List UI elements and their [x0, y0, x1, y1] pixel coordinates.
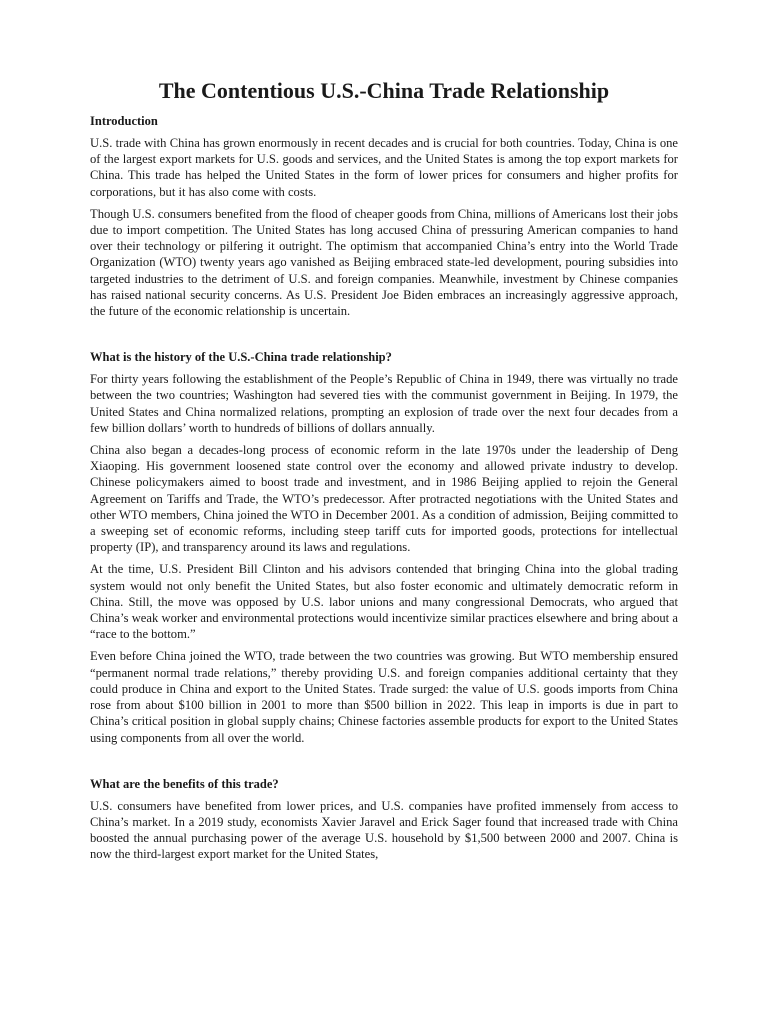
- section-introduction: [90, 113, 678, 319]
- section-heading-introduction: Introduction: [90, 114, 158, 128]
- document-title: The Contentious U.S.-China Trade Relationship: [158, 78, 610, 103]
- paragraph: Though U.S. consumers benefited from the flood of cheaper goods from China, millions of Americans lost their jobs due to import competition. The United States has long accused China of pressuring American companies to hand over their technology or pilfering it outright. The optimism that accompanied China’s entry into the World Trade Organization (WTO) twenty years ago vanished as Beijing embraced state-led development, pouring subsidies into targeted industries to the detriment of U.S. and foreign companies. Meanwhile, investment by Chinese companies has raised national security concerns. As U.S. President Joe Biden embraces an increasingly aggressive approach, the future of the economic relationship is uncertain.: [90, 206, 678, 319]
- section-history: [90, 349, 678, 745]
- section-benefits: [90, 776, 678, 863]
- paragraph: At the time, U.S. President Bill Clinton and his advisors contended that bringing China into the global trading system would not only benefit the United States, but also foster economic and ultimately democratic reform in China. Still, the move was opposed by U.S. labor unions and many congressional Democrats, who argued that China’s weak worker and environmental protections would incentivize similar practices elsewhere and bring about a “race to the bottom.”: [90, 562, 678, 642]
- paragraph: U.S. trade with China has grown enormously in recent decades and is crucial for both countries. Today, China is one of the largest export markets for U.S. goods and services, and the United States is among the top export markets for China. This trade has helped the United States in the form of lower prices for consumers and higher profits for corporations, but it has also come with costs.: [90, 136, 678, 199]
- section-heading-benefits: What are the benefits of this trade?: [90, 776, 279, 791]
- paragraph: U.S. consumers have benefited from lower prices, and U.S. companies have profited immensely from access to China’s market. In a 2019 study, economists Xavier Jaravel and Erick Sager found that increased trade with China boosted the annual purchasing power of the average U.S. household by $1,500 between 2000 and 2007. China is now the third-largest export market for the United States,: [90, 798, 678, 862]
- paragraph: China also began a decades-long process of economic reform in the late 1970s under the leadership of Deng Xiaoping. His government loosened state control over the economy and allowed private industry to develop. Chinese policymakers aimed to boost trade and investment, and in 1986 Beijing applied to rejoin the General Agreement on Tariffs and Trade, the WTO’s predecessor. After protracted negotiations with the United States and other WTO members, China joined the WTO in December 2001. As a condition of admission, Beijing committed to a sweeping set of economic reforms, including steep tariff cuts for imported goods, protections for intellectual property (IP), and transparency around its laws and regulations.: [90, 443, 678, 555]
- document-page: [90, 0, 678, 863]
- paragraph: Even before China joined the WTO, trade between the two countries was growing. But WTO membership ensured “permanent normal trade relations,” thereby providing U.S. and foreign companies additional certainty that they could produce in China and export to the United States. Trade surged: the value of U.S. goods imports from China rose from about $100 billion in 2001 to more than $500 billion in 2022. This leap in imports is due in part to China’s critical position in global supply chains; Chinese factories assemble products for export to the United States using components from all over the world.: [90, 649, 678, 745]
- section-heading-history: What is the history of the U.S.-China trade relationship?: [90, 350, 392, 365]
- paragraph: For thirty years following the establishment of the People’s Republic of China in 1949, there was virtually no trade between the two countries; Washington had severed ties with the communist government in Beijing. In 1979, the United States and China normalized relations, prompting an explosion of trade over the next four decades from a few billion dollars’ worth to hundreds of billions of dollars annually.: [90, 372, 678, 435]
